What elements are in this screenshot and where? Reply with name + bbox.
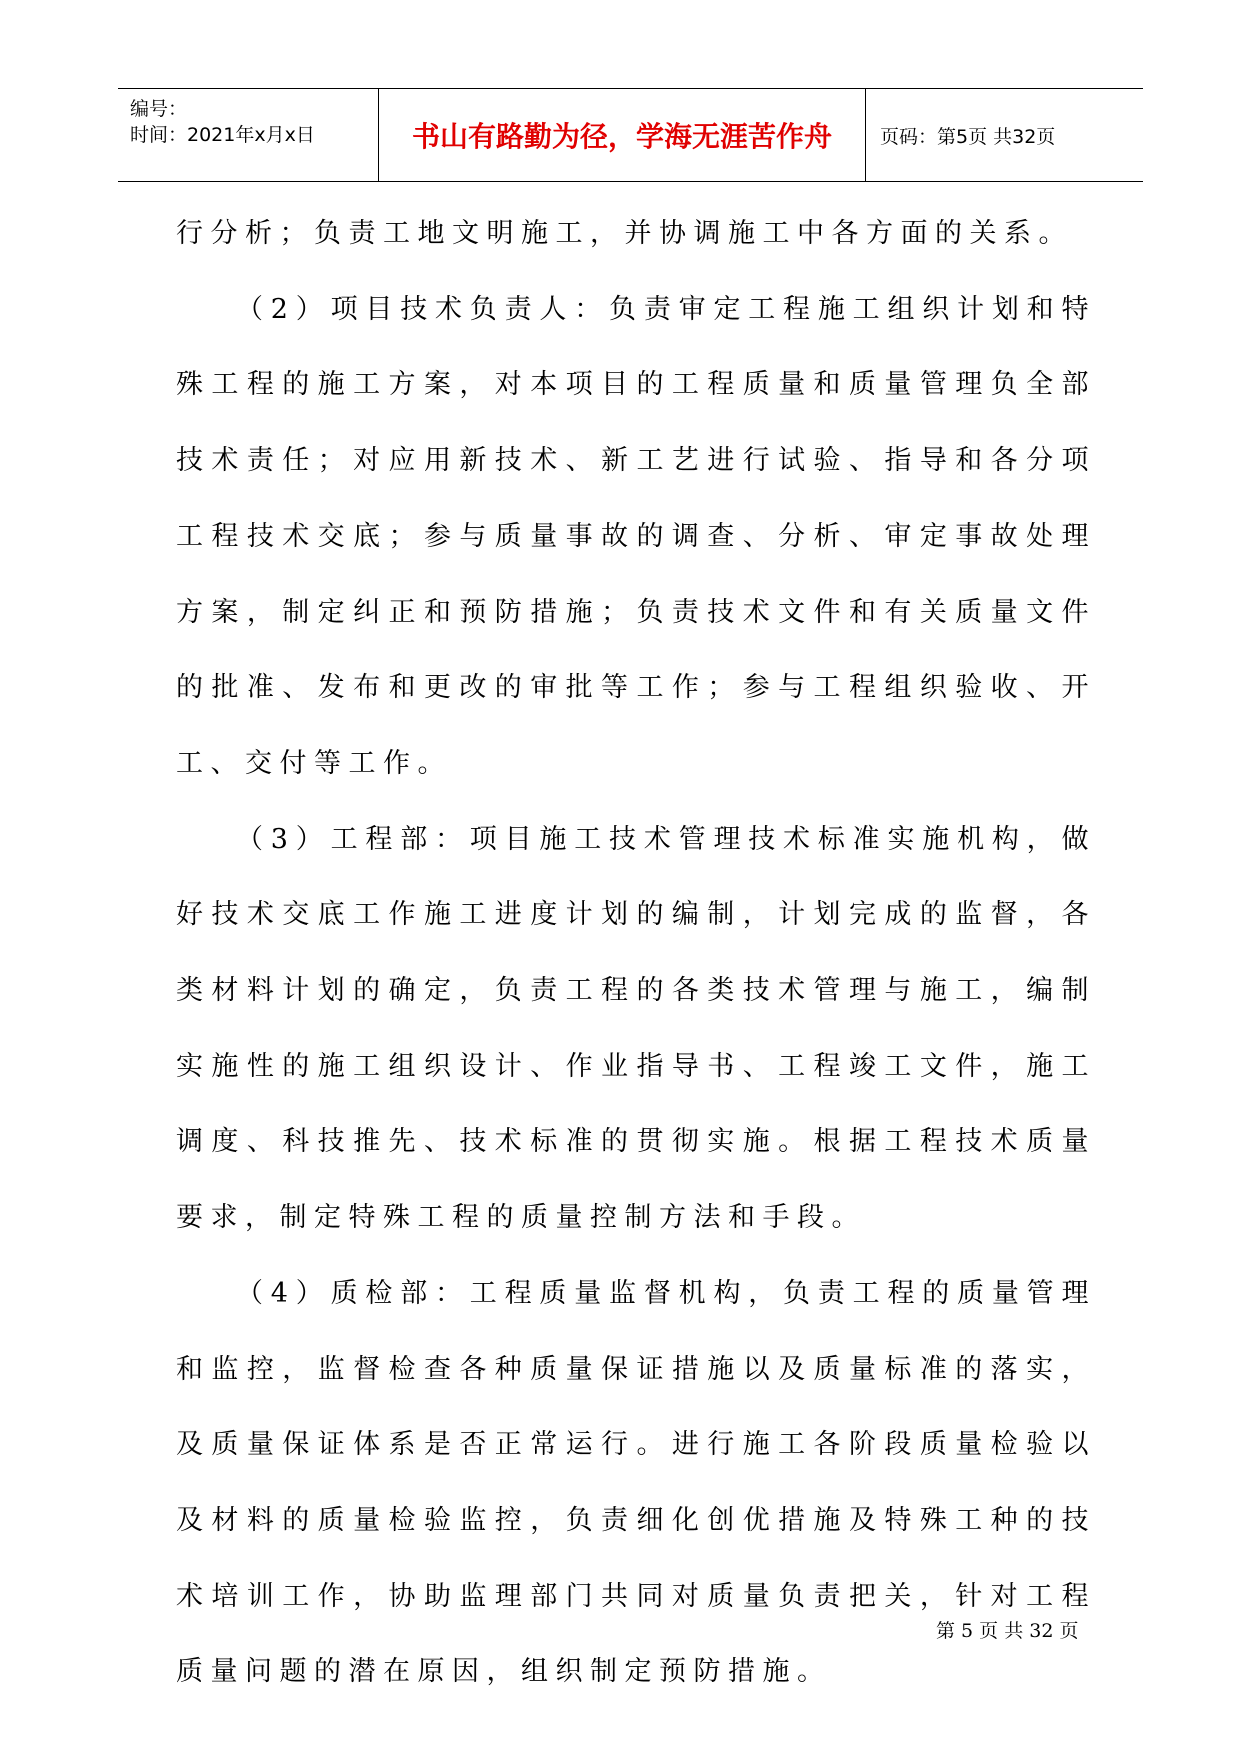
document-header	[118, 88, 1143, 182]
paragraph-engineering-dept: （3）工程部：项目施工技术管理技术标准实施机构，做好技术交底工作施工进度计划的编制，计划完成的监督，各类材料计划的确定，负责工程的各类技术管理与施工，编制实施性的施工组织设计、作业指导书、工程竣工文件，施工调度、科技推先、技术标准的贯彻实施。根据工程技术质量要求，制定特殊工程的质量控制方法和手段。	[176, 823, 1096, 1234]
paragraph-quality-inspection-dept: （4）质检部：工程质量监督机构，负责工程的质量管理和监控，监督检查各种质量保证措施以及质量标准的落实，及质量保证体系是否正常运行。进行施工各阶段质量检验以及材料的质量检验监控，负责细化创优措施及特殊工种的技术培训工作，协助监理部门共同对质量负责把关，针对工程质量问题的潜在原因，组织制定预防措施。	[176, 1277, 1096, 1688]
document-time-label: 时间：2021年x月x日	[130, 124, 315, 146]
header-middle-cell	[378, 89, 866, 181]
document-body	[176, 196, 1096, 1710]
header-motto: 书山有路勤为径，学海无涯苦作舟	[411, 120, 832, 153]
header-page-info: 页码：第5页 共32页	[880, 125, 1056, 148]
document-number-label: 编号：	[130, 98, 188, 120]
header-left-cell	[118, 89, 378, 181]
paragraph-continuation: 行分析；负责工地文明施工，并协调施工中各方面的关系。	[176, 218, 1073, 249]
header-right-cell	[866, 89, 1143, 181]
page-footer: 第 5 页 共 32 页	[936, 1620, 1079, 1642]
paragraph-technical-lead: （2）项目技术负责人：负责审定工程施工组织计划和特殊工程的施工方案，对本项目的工程质量和质量管理负全部技术责任；对应用新技术、新工艺进行试验、指导和各分项工程技术交底；参与质量事故的调查、分析、审定事故处理方案，制定纠正和预防措施；负责技术文件和有关质量文件的批准、发布和更改的审批等工作；参与工程组织验收、开工、交付等工作。	[176, 293, 1096, 779]
